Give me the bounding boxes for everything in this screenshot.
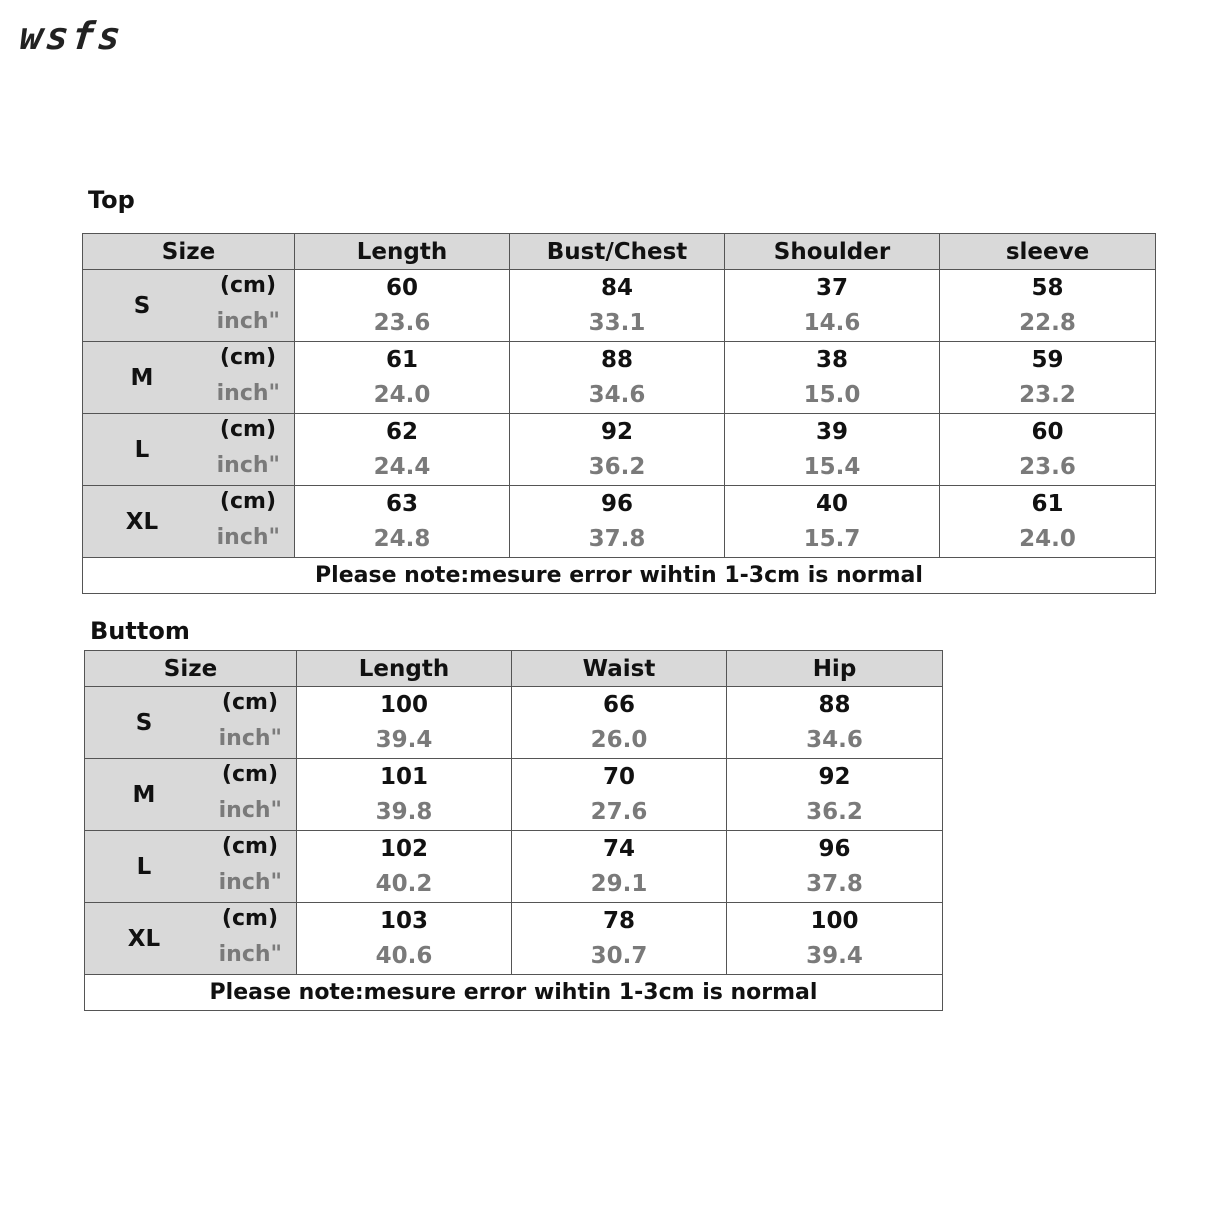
unit-inch-label: inch" bbox=[216, 453, 280, 478]
unit-cm-label: (cm) bbox=[219, 489, 276, 514]
inch-value: 15.0 bbox=[803, 382, 861, 408]
size-label: XL bbox=[127, 925, 161, 952]
inch-value: 37.8 bbox=[806, 871, 863, 897]
size-label: XL bbox=[125, 508, 159, 535]
top-header-row bbox=[83, 234, 1156, 270]
cm-value: 100 bbox=[379, 692, 428, 718]
unit-inch-label: inch" bbox=[218, 798, 282, 823]
unit-inch-label: inch" bbox=[218, 942, 282, 967]
inch-value: 15.7 bbox=[803, 526, 861, 552]
cm-value: 70 bbox=[602, 764, 635, 790]
inch-value: 23.2 bbox=[1019, 382, 1076, 408]
bottom-section-title: Buttom bbox=[90, 617, 190, 645]
bottom-header-length: Length bbox=[297, 651, 512, 687]
top-size-table bbox=[82, 233, 1156, 594]
inch-value: 23.6 bbox=[373, 310, 431, 336]
size-label: M bbox=[130, 364, 154, 391]
inch-value: 24.0 bbox=[1019, 526, 1076, 552]
value-cell bbox=[940, 342, 1156, 414]
top-header-length: Length bbox=[295, 234, 510, 270]
top-header-shoulder: Shoulder bbox=[725, 234, 940, 270]
size-label: S bbox=[135, 709, 153, 736]
table-row bbox=[85, 903, 943, 975]
inch-value: 29.1 bbox=[590, 871, 648, 897]
cm-value: 40 bbox=[815, 491, 848, 517]
value-cell bbox=[297, 687, 512, 759]
note-row bbox=[83, 558, 1156, 594]
cm-value: 39 bbox=[815, 419, 848, 445]
measurement-note: Please note:mesure error wihtin 1-3cm is normal bbox=[83, 558, 1156, 594]
value-cell bbox=[510, 486, 725, 558]
value-cell bbox=[725, 270, 940, 342]
cm-value: 103 bbox=[379, 908, 428, 934]
unit-inch-label: inch" bbox=[218, 870, 282, 895]
inch-value: 30.7 bbox=[590, 943, 648, 969]
value-cell bbox=[512, 903, 727, 975]
cm-value: 88 bbox=[600, 347, 633, 373]
value-cell bbox=[727, 687, 943, 759]
table-row bbox=[85, 831, 943, 903]
table-row bbox=[83, 414, 1156, 486]
unit-cm-label: (cm) bbox=[221, 690, 278, 715]
size-cell bbox=[83, 486, 295, 558]
inch-value: 22.8 bbox=[1019, 310, 1076, 336]
value-cell bbox=[940, 486, 1156, 558]
top-section-title: Top bbox=[88, 186, 135, 214]
inch-value: 24.0 bbox=[373, 382, 431, 408]
size-label: S bbox=[133, 292, 151, 319]
inch-value: 39.4 bbox=[375, 727, 433, 753]
inch-value: 34.6 bbox=[806, 727, 863, 753]
measurement-note: Please note:mesure error wihtin 1-3cm is normal bbox=[85, 975, 943, 1011]
bottom-header-size: Size bbox=[85, 651, 297, 687]
value-cell bbox=[295, 414, 510, 486]
value-cell bbox=[512, 759, 727, 831]
cm-value: 92 bbox=[600, 419, 633, 445]
unit-inch-label: inch" bbox=[216, 381, 280, 406]
cm-value: 58 bbox=[1031, 275, 1064, 301]
bottom-size-table bbox=[84, 650, 943, 1011]
bottom-header-hip: Hip bbox=[727, 651, 943, 687]
value-cell bbox=[510, 270, 725, 342]
inch-value: 15.4 bbox=[803, 454, 861, 480]
inch-value: 36.2 bbox=[806, 799, 863, 825]
inch-value: 34.6 bbox=[588, 382, 646, 408]
brand-logo: wsfs bbox=[17, 14, 126, 58]
cm-value: 60 bbox=[1031, 419, 1064, 445]
size-label: L bbox=[134, 436, 150, 463]
inch-value: 26.0 bbox=[590, 727, 648, 753]
inch-value: 14.6 bbox=[803, 310, 861, 336]
cm-value: 88 bbox=[818, 692, 851, 718]
cm-value: 92 bbox=[818, 764, 851, 790]
value-cell bbox=[510, 414, 725, 486]
table-row bbox=[85, 759, 943, 831]
size-cell bbox=[85, 831, 297, 903]
value-cell bbox=[512, 687, 727, 759]
cm-value: 61 bbox=[1031, 491, 1064, 517]
cm-value: 96 bbox=[818, 836, 851, 862]
size-label: L bbox=[136, 853, 152, 880]
value-cell bbox=[725, 342, 940, 414]
unit-cm-label: (cm) bbox=[219, 417, 276, 442]
value-cell bbox=[510, 342, 725, 414]
unit-cm-label: (cm) bbox=[221, 834, 278, 859]
inch-value: 24.4 bbox=[373, 454, 431, 480]
cm-value: 59 bbox=[1031, 347, 1064, 373]
table-row bbox=[83, 486, 1156, 558]
unit-cm-label: (cm) bbox=[221, 762, 278, 787]
value-cell bbox=[295, 342, 510, 414]
size-label: M bbox=[132, 781, 156, 808]
value-cell bbox=[727, 903, 943, 975]
bottom-header-row bbox=[85, 651, 943, 687]
table-row bbox=[83, 270, 1156, 342]
cm-value: 96 bbox=[600, 491, 633, 517]
value-cell bbox=[725, 414, 940, 486]
cm-value: 63 bbox=[385, 491, 418, 517]
inch-value: 40.6 bbox=[375, 943, 433, 969]
inch-value: 24.8 bbox=[373, 526, 431, 552]
cm-value: 78 bbox=[602, 908, 635, 934]
inch-value: 37.8 bbox=[588, 526, 646, 552]
size-cell bbox=[85, 759, 297, 831]
inch-value: 40.2 bbox=[375, 871, 433, 897]
table-row bbox=[85, 687, 943, 759]
value-cell bbox=[297, 831, 512, 903]
cm-value: 74 bbox=[602, 836, 635, 862]
value-cell bbox=[727, 831, 943, 903]
cm-value: 66 bbox=[602, 692, 635, 718]
cm-value: 62 bbox=[385, 419, 418, 445]
value-cell bbox=[295, 486, 510, 558]
value-cell bbox=[725, 486, 940, 558]
size-cell bbox=[83, 342, 295, 414]
inch-value: 36.2 bbox=[588, 454, 646, 480]
cm-value: 60 bbox=[385, 275, 418, 301]
value-cell bbox=[940, 414, 1156, 486]
unit-cm-label: (cm) bbox=[219, 273, 276, 298]
size-cell bbox=[83, 270, 295, 342]
inch-value: 33.1 bbox=[588, 310, 646, 336]
value-cell bbox=[727, 759, 943, 831]
cm-value: 84 bbox=[600, 275, 633, 301]
size-cell bbox=[85, 687, 297, 759]
bottom-header-waist: Waist bbox=[512, 651, 727, 687]
note-row bbox=[85, 975, 943, 1011]
inch-value: 27.6 bbox=[590, 799, 648, 825]
size-cell bbox=[85, 903, 297, 975]
cm-value: 100 bbox=[810, 908, 859, 934]
value-cell bbox=[295, 270, 510, 342]
size-cell bbox=[83, 414, 295, 486]
inch-value: 39.4 bbox=[806, 943, 863, 969]
value-cell bbox=[512, 831, 727, 903]
unit-inch-label: inch" bbox=[216, 309, 280, 334]
top-header-size: Size bbox=[83, 234, 295, 270]
cm-value: 38 bbox=[815, 347, 848, 373]
top-header-bust: Bust/Chest bbox=[510, 234, 725, 270]
cm-value: 101 bbox=[379, 764, 428, 790]
unit-cm-label: (cm) bbox=[221, 906, 278, 931]
inch-value: 39.8 bbox=[375, 799, 433, 825]
unit-inch-label: inch" bbox=[218, 726, 282, 751]
value-cell bbox=[297, 903, 512, 975]
value-cell bbox=[297, 759, 512, 831]
inch-value: 23.6 bbox=[1019, 454, 1076, 480]
cm-value: 37 bbox=[815, 275, 848, 301]
top-header-sleeve: sleeve bbox=[940, 234, 1156, 270]
unit-inch-label: inch" bbox=[216, 525, 280, 550]
value-cell bbox=[940, 270, 1156, 342]
cm-value: 61 bbox=[385, 347, 418, 373]
cm-value: 102 bbox=[379, 836, 428, 862]
table-row bbox=[83, 342, 1156, 414]
unit-cm-label: (cm) bbox=[219, 345, 276, 370]
